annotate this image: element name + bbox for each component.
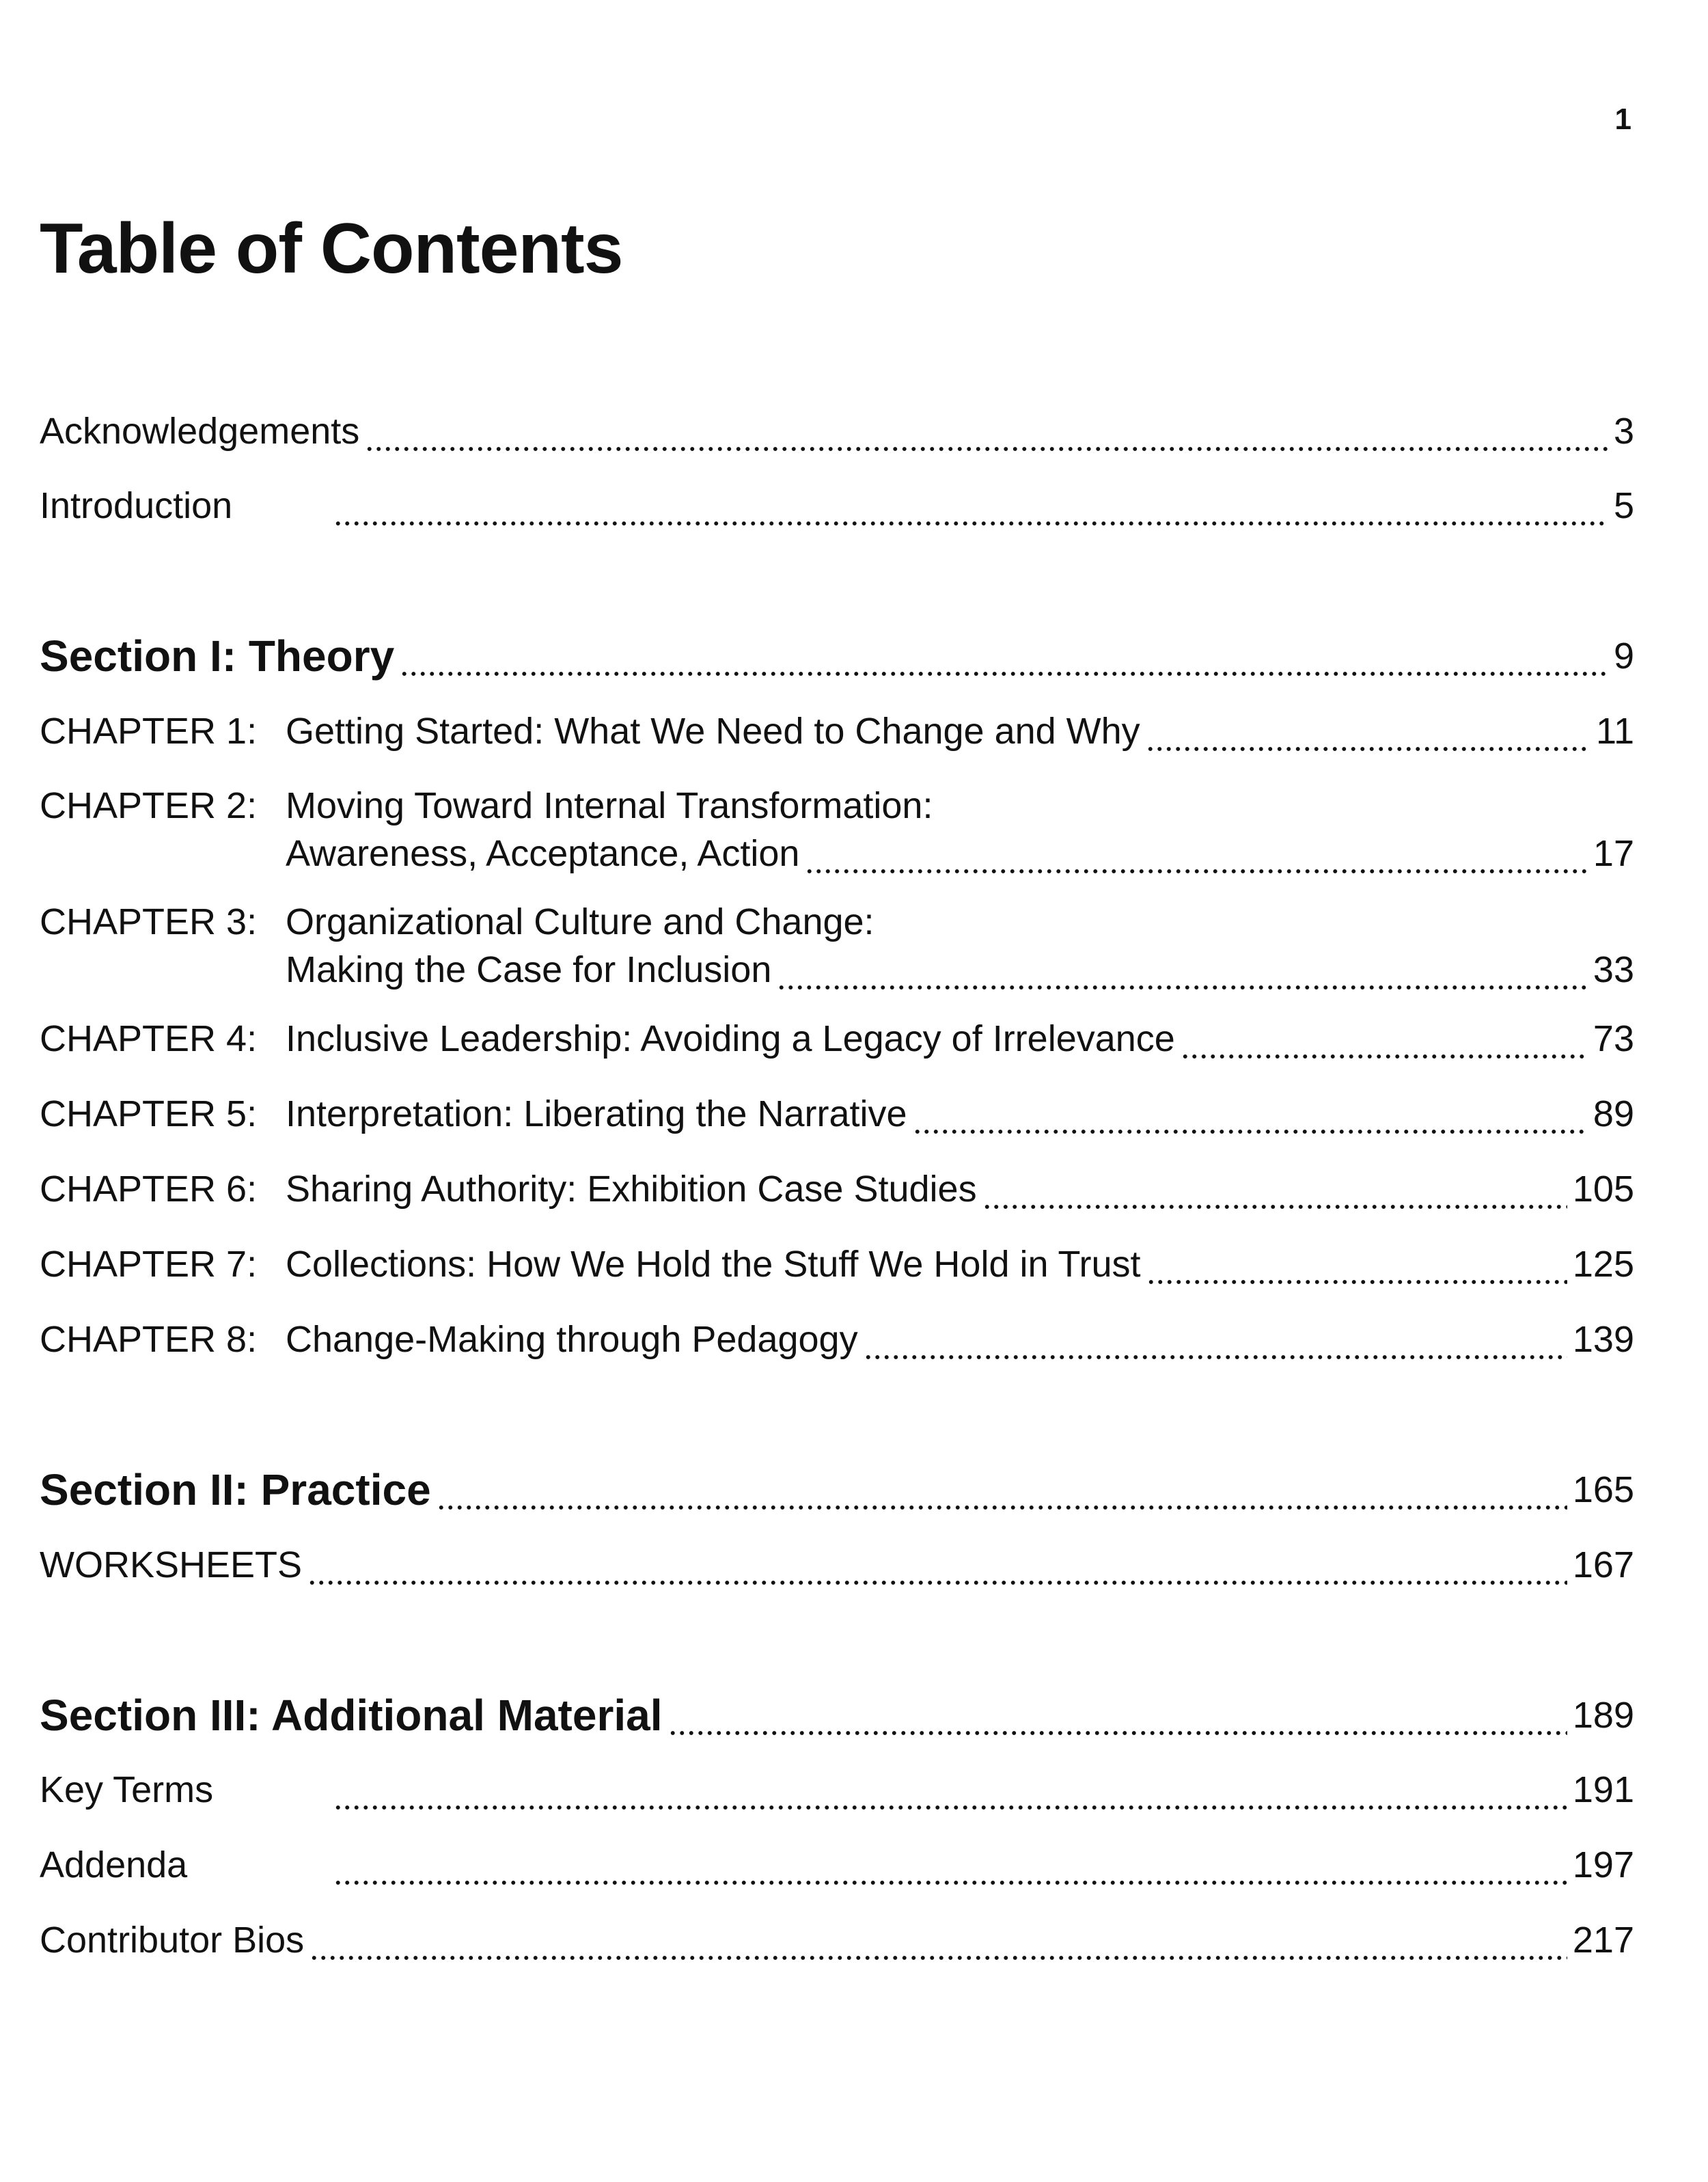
toc-entry-page: 139 [1572, 1319, 1634, 1360]
dot-leader [309, 1916, 1567, 1964]
toc-chapter-4[interactable] [40, 1015, 1634, 1063]
dot-leader [307, 1541, 1567, 1589]
toc-entry-page: 165 [1572, 1469, 1634, 1510]
toc-entry-page: 191 [1572, 1769, 1634, 1810]
dot-leader [668, 1691, 1567, 1739]
toc-entry-page: 89 [1593, 1093, 1634, 1134]
dot-leader [333, 1841, 1567, 1889]
dot-leader [1146, 707, 1590, 755]
toc-entry-page: 11 [1595, 711, 1634, 752]
chapter-title: Change-Making through Pedagogy [286, 1319, 858, 1360]
dot-leader [982, 1165, 1567, 1213]
chapter-number: CHAPTER 2: [40, 785, 258, 826]
toc-section-additional-material[interactable] [40, 1691, 1634, 1739]
chapter-title: Inclusive Leadership: Avoiding a Legacy of Irrelevance [286, 1018, 1175, 1059]
toc-entry-page: 167 [1572, 1544, 1634, 1585]
toc-chapter-1[interactable] [40, 707, 1634, 755]
chapter-number: CHAPTER 8: [40, 1319, 258, 1360]
toc-entry-page: 5 [1613, 485, 1634, 526]
toc-entry-page: 17 [1593, 833, 1634, 874]
toc-entry-label: Contributor Bios [40, 1920, 305, 1961]
toc-entry-introduction[interactable] [40, 482, 1634, 530]
toc-entry-page: 3 [1613, 411, 1634, 452]
toc-entry-page: 105 [1572, 1169, 1634, 1210]
chapter-number: CHAPTER 4: [40, 1018, 258, 1059]
toc-entry-label: WORKSHEETS [40, 1544, 303, 1585]
page-number: 1 [1614, 103, 1631, 136]
toc-chapter-3[interactable] [40, 898, 1634, 994]
toc-entry-label [40, 1165, 977, 1213]
dot-leader [805, 830, 1587, 877]
toc-entry-page: 33 [1593, 949, 1634, 990]
section-heading: Section I: Theory [40, 631, 395, 681]
toc-entry-acknowledgements[interactable] [40, 407, 1634, 455]
toc-entry-label: Introduction [40, 485, 233, 526]
toc-chapter-6[interactable] [40, 1165, 1634, 1213]
toc-entry-contributor-bios[interactable] [40, 1916, 1634, 1964]
dot-leader [333, 482, 1608, 530]
dot-leader [333, 1766, 1567, 1814]
toc-entry-page: 217 [1572, 1920, 1634, 1961]
toc-chapter-2[interactable] [40, 782, 1634, 877]
dot-leader [1181, 1015, 1588, 1063]
chapter-title: Getting Started: What We Need to Change and Why [286, 711, 1140, 752]
toc-entry-key-terms[interactable] [40, 1766, 1634, 1814]
toc-chapter-7[interactable] [40, 1240, 1634, 1288]
dot-leader [365, 407, 1608, 455]
page-title: Table of Contents [40, 209, 623, 288]
chapter-title: Collections: How We Hold the Stuff We Hold in Trust [286, 1244, 1141, 1285]
chapter-number: CHAPTER 5: [40, 1093, 258, 1134]
toc-entry-label [40, 1240, 1141, 1288]
dot-leader [864, 1315, 1567, 1363]
toc-entry-label: Key Terms [40, 1769, 214, 1810]
toc-section-theory[interactable] [40, 632, 1634, 680]
toc-entry-page: 125 [1572, 1244, 1634, 1285]
dot-leader [437, 1466, 1567, 1514]
toc-entry-label: Acknowledgements [40, 411, 360, 452]
section-heading: Section II: Practice [40, 1465, 431, 1514]
toc-entry-page: 9 [1613, 636, 1634, 677]
toc-entry-worksheets[interactable] [40, 1541, 1634, 1589]
section-heading: Section III: Additional Material [40, 1691, 663, 1740]
chapter-title: Interpretation: Liberating the Narrative [286, 1093, 907, 1134]
toc-entry-label [40, 1090, 907, 1138]
chapter-number: CHAPTER 3: [40, 901, 258, 942]
toc-entry-page: 73 [1593, 1018, 1634, 1059]
chapter-title-line1: Organizational Culture and Change: [286, 901, 874, 942]
toc-entry-label [40, 1315, 858, 1363]
toc-entry-label [40, 1015, 1175, 1063]
chapter-title: Sharing Authority: Exhibition Case Studies [286, 1169, 977, 1210]
chapter-number: CHAPTER 1: [40, 711, 258, 752]
chapter-number: CHAPTER 6: [40, 1169, 258, 1210]
chapter-title-line2: Awareness, Acceptance, Action [286, 833, 800, 874]
toc-section-practice[interactable] [40, 1466, 1634, 1514]
toc-chapter-8[interactable] [40, 1315, 1634, 1363]
chapter-title-line1: Moving Toward Internal Transformation: [286, 785, 933, 826]
toc-entry-label [40, 707, 1140, 755]
toc-chapter-5[interactable] [40, 1090, 1634, 1138]
dot-leader [777, 946, 1588, 994]
dot-leader [400, 632, 1608, 680]
toc-entry-page: 189 [1572, 1695, 1634, 1736]
toc-entry-page: 197 [1572, 1844, 1634, 1885]
dot-leader [1146, 1240, 1567, 1288]
chapter-number: CHAPTER 7: [40, 1244, 258, 1285]
toc-entry-label: Addenda [40, 1844, 188, 1885]
chapter-title-line2: Making the Case for Inclusion [286, 949, 772, 990]
toc-entry-addenda[interactable] [40, 1841, 1634, 1889]
dot-leader [913, 1090, 1588, 1138]
